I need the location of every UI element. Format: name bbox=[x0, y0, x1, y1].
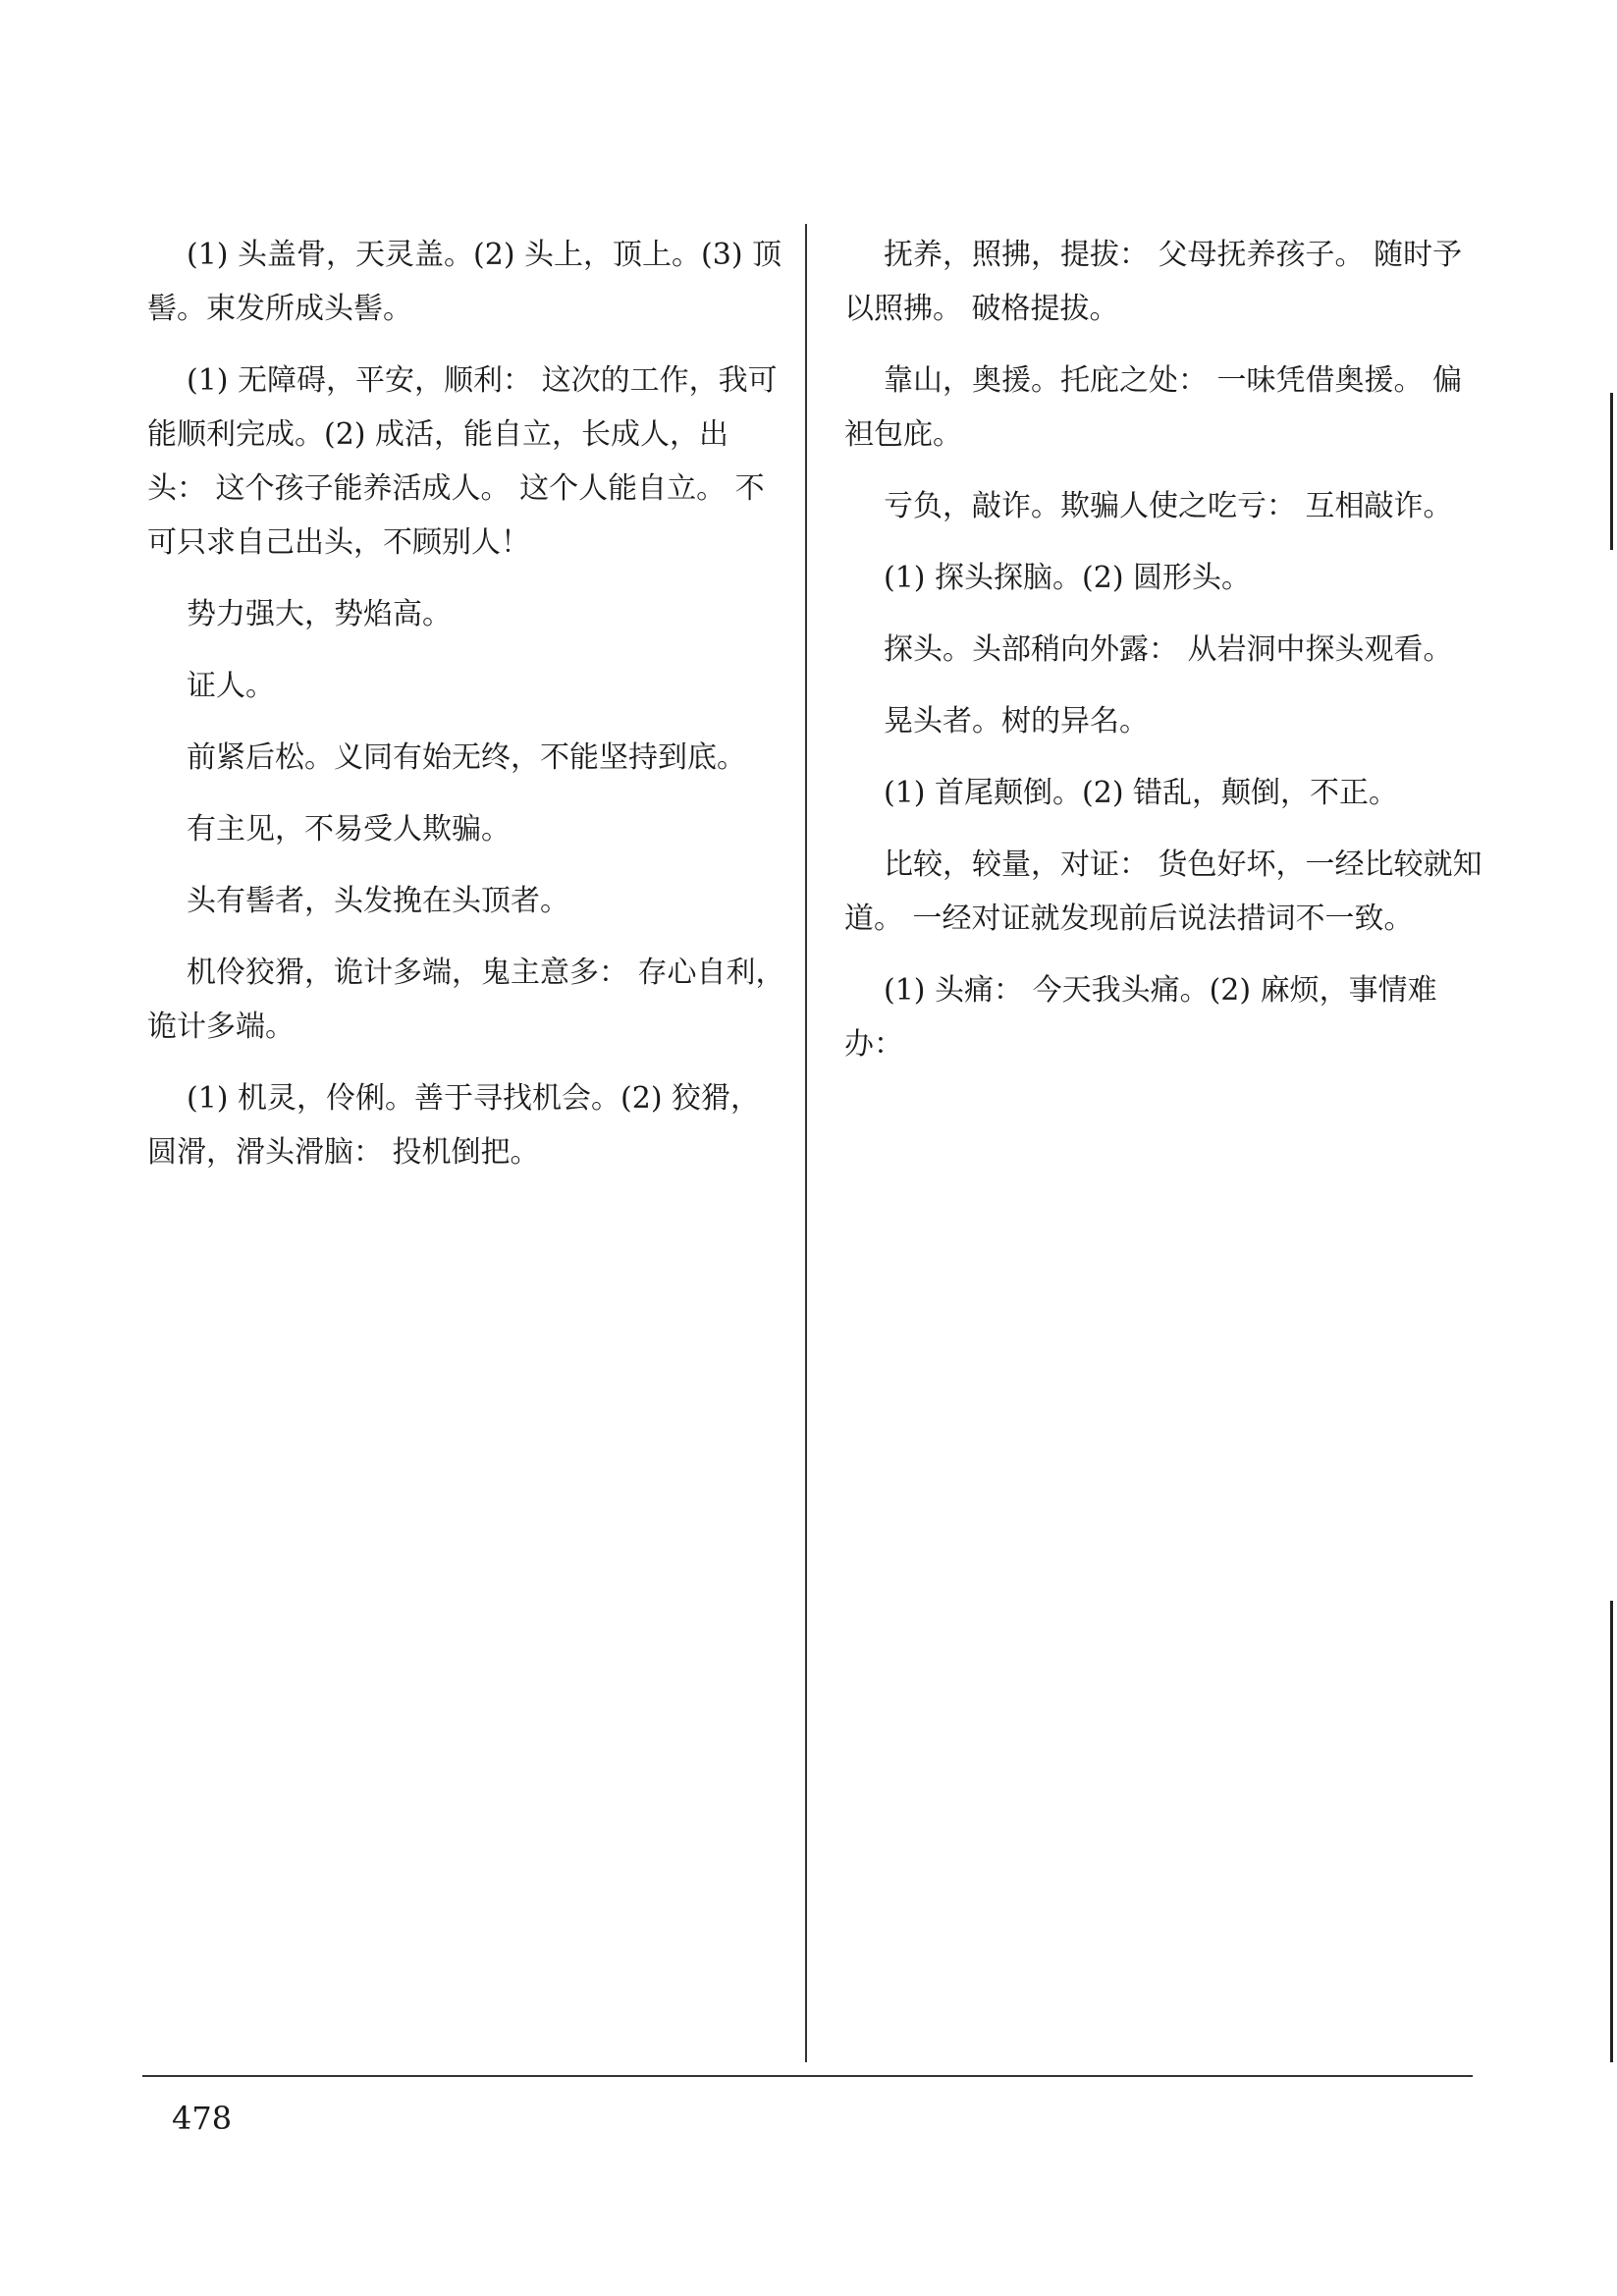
column-divider bbox=[805, 224, 807, 2062]
page-number: 478 bbox=[172, 2100, 233, 2137]
entry-definition: 探头。头部稍向外露： 从岩洞中探头观看。 bbox=[884, 632, 1453, 667]
entry-definition: (1) 无障碍，平安，顺利： 这次的工作，我可能顺利完成。(2) 成活，能自立，长成人，出头： 这个孩子能养活成人。 这个人能自立。 不可只求自己出头，不顾别人！ bbox=[147, 363, 778, 560]
dictionary-entry bbox=[147, 1067, 785, 1179]
dictionary-entry bbox=[844, 547, 1482, 605]
dictionary-entry bbox=[844, 690, 1482, 748]
right-column bbox=[844, 224, 1482, 1085]
entry-definition: 势力强大，势焰高。 bbox=[187, 597, 452, 631]
dictionary-entry bbox=[844, 619, 1482, 677]
dictionary-entry bbox=[844, 834, 1482, 946]
dictionary-entry bbox=[844, 350, 1482, 462]
dictionary-entry bbox=[147, 727, 785, 785]
entry-definition: (1) 探头探脑。(2) 圆形头。 bbox=[884, 561, 1252, 595]
dictionary-entry bbox=[844, 762, 1482, 820]
dictionary-entry bbox=[844, 224, 1482, 336]
dictionary-entry bbox=[147, 583, 785, 641]
dictionary-entry bbox=[147, 870, 785, 928]
entry-definition: 证人。 bbox=[187, 669, 275, 703]
dictionary-entry bbox=[147, 655, 785, 713]
entry-definition: 抚养，照拂，提拔： 父母抚养孩子。 随时予以照拂。 破格提拔。 bbox=[844, 238, 1463, 326]
dictionary-entry bbox=[147, 350, 785, 570]
right-edge-mark bbox=[1610, 393, 1613, 550]
entry-definition: 前紧后松。义同有始无终，不能坚持到底。 bbox=[187, 740, 746, 775]
entry-definition: 晃头者。树的异名。 bbox=[884, 704, 1149, 738]
dictionary-entry bbox=[844, 959, 1482, 1071]
entry-definition: 亏负，敲诈。欺骗人使之吃亏： 互相敲诈。 bbox=[884, 489, 1453, 523]
right-edge-mark bbox=[1610, 1601, 1613, 2062]
entry-definition: 靠山，奥援。托庇之处： 一味凭借奥援。 偏袒包庇。 bbox=[844, 363, 1463, 452]
dictionary-entry bbox=[844, 475, 1482, 533]
entry-definition: 机伶狡猾，诡计多端，鬼主意多： 存心自利，诡计多端。 bbox=[147, 956, 785, 1044]
entry-definition: (1) 首尾颠倒。(2) 错乱，颠倒，不正。 bbox=[884, 776, 1399, 810]
dictionary-entry bbox=[147, 798, 785, 856]
entry-definition: (1) 机灵，伶俐。善于寻找机会。(2) 狡猾，圆滑，滑头滑脑： 投机倒把。 bbox=[147, 1081, 761, 1170]
footer-rule bbox=[142, 2075, 1473, 2077]
dictionary-entry bbox=[147, 942, 785, 1054]
entry-definition: 有主见，不易受人欺骗。 bbox=[187, 812, 511, 847]
entry-definition: (1) 头盖骨，天灵盖。(2) 头上，顶上。(3) 顶髻。束发所成头髻。 bbox=[147, 238, 782, 326]
entry-definition: (1) 头痛： 今天我头痛。(2) 麻烦，事情难办： bbox=[844, 973, 1437, 1062]
left-column bbox=[147, 224, 785, 1193]
entry-definition: 比较，较量，对证： 货色好坏，一经比较就知道。 一经对证就发现前后说法措词不一致。 bbox=[844, 847, 1482, 936]
entry-definition: 头有髻者，头发挽在头顶者。 bbox=[187, 884, 569, 918]
dictionary-entry bbox=[147, 224, 785, 336]
